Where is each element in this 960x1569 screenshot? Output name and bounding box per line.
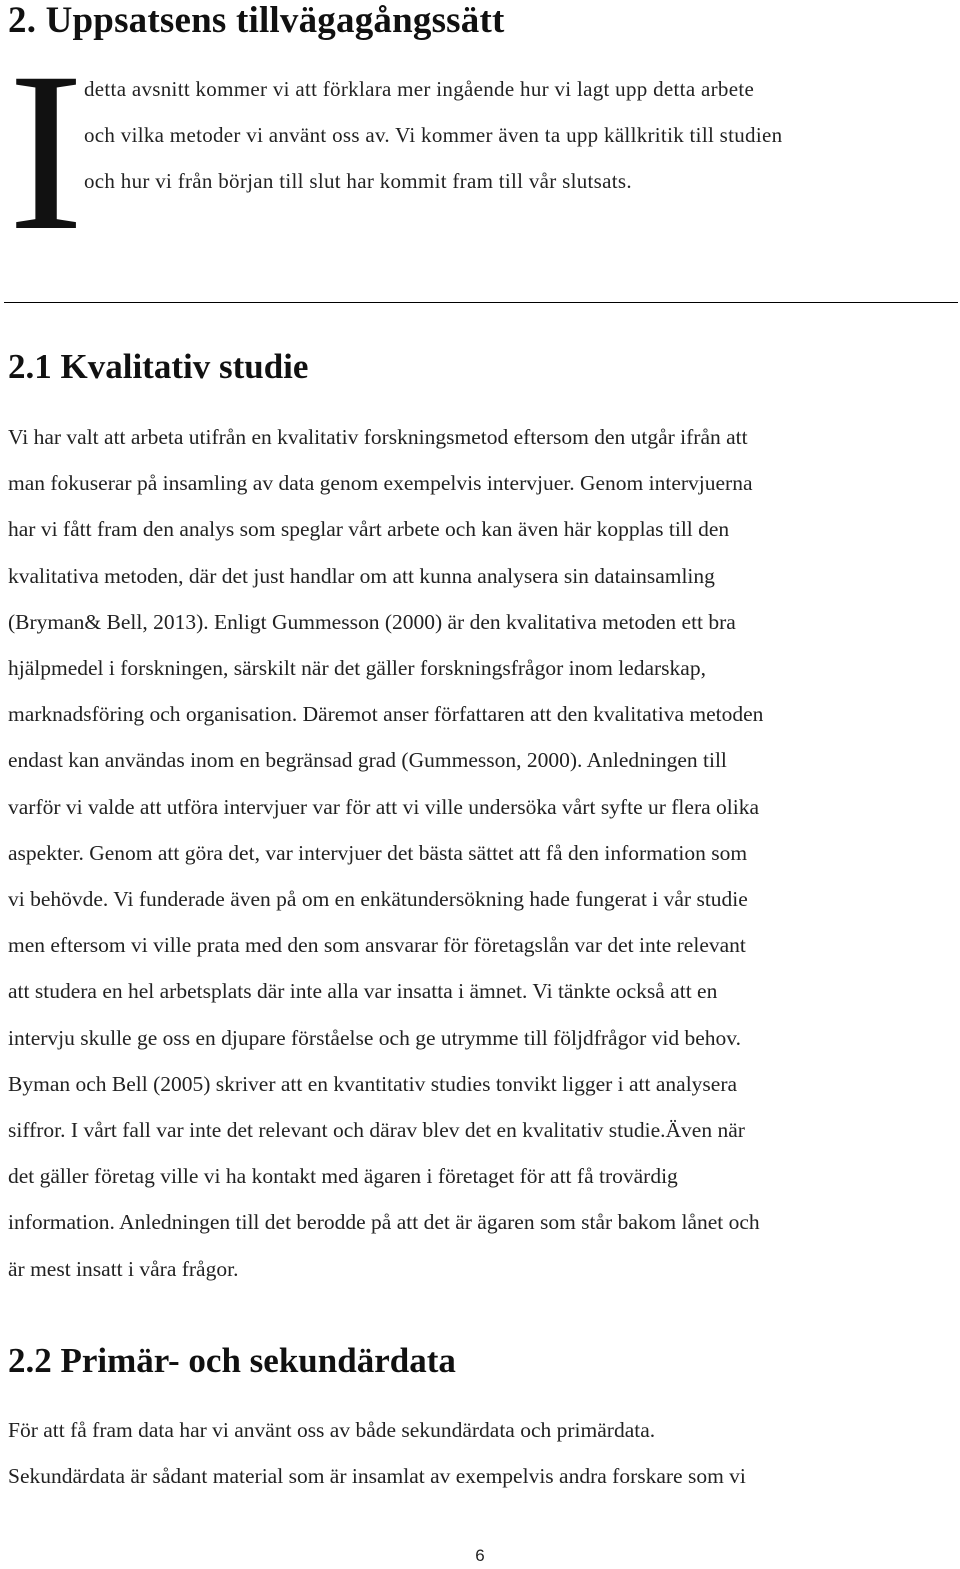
section-2-2-body (8, 1407, 956, 1499)
body-line: att studera en hel arbetsplats där inte alla var insatta i ämnet. Vi tänkte också att en (8, 979, 718, 1004)
body-line: Vi har valt att arbeta utifrån en kvalitativ forskningsmetod eftersom den utgår ifrån att (8, 425, 748, 449)
body-line: Sekundärdata är sådant material som är insamlat av exempelvis andra forskare som vi (8, 1464, 746, 1489)
section-2-1-body (8, 414, 956, 1292)
chapter-heading: 2. Uppsatsens tillvägagångssätt (8, 0, 505, 41)
body-line: man fokuserar på insamling av data genom exempelvis intervjuer. Genom intervjuerna (8, 471, 753, 496)
body-line: (Bryman& Bell, 2013). Enligt Gummesson (2000) är den kvalitativa metoden ett bra (8, 609, 736, 634)
body-line: aspekter. Genom att göra det, var intervjuer det bästa sättet att få den information som (8, 840, 748, 865)
body-line: endast kan användas inom en begränsad grad (Gummesson, 2000). Anledningen till (8, 748, 727, 773)
section-heading-2-2: 2.2 Primär- och sekundärdata (8, 1341, 456, 1380)
intro-line: och hur vi från början till slut har kommit fram till vår slutsats. (84, 169, 632, 193)
body-line: siffror. I vårt fall var inte det relevant och därav blev det en kvalitativ studie.Även när (8, 1118, 745, 1143)
intro-paragraph (84, 66, 954, 204)
body-line: För att få fram data har vi använt oss av både sekundärdata och primärdata. (8, 1418, 656, 1442)
body-line: kvalitativa metoden, där det just handlar om att kunna analysera sin datainsamling (8, 563, 715, 588)
body-line: men eftersom vi ville prata med den som ansvarar för företagslån var det inte relevant (8, 933, 746, 958)
body-line: det gäller företag ville vi ha kontakt med ägaren i företaget för att få trovärdig (8, 1164, 678, 1189)
page-number: 6 (475, 1546, 485, 1565)
body-line: har vi fått fram den analys som speglar vårt arbete och kan även här kopplas till den (8, 517, 730, 542)
body-line: information. Anledningen till det berodde på att det är ägaren som står bakom lånet och (8, 1210, 760, 1235)
body-line: intervju skulle ge oss en djupare förståelse och ge utrymme till följdfrågor vid behov. (8, 1025, 741, 1050)
body-line: är mest insatt i våra frågor. (8, 1256, 239, 1281)
drop-cap: I (8, 26, 84, 278)
section-heading-2-1: 2.1 Kvalitativ studie (8, 347, 309, 386)
body-line: Byman och Bell (2005) skriver att en kvantitativ studies tonvikt ligger i att analysera (8, 1071, 738, 1096)
body-line: hjälpmedel i forskningen, särskilt när det gäller forskningsfrågor inom ledarskap, (8, 656, 706, 681)
body-line: vi behövde. Vi funderade även på om en enkätundersökning hade fungerat i vår studie (8, 887, 748, 912)
intro-line: och vilka metoder vi använt oss av. Vi kommer även ta upp källkritik till studien (84, 123, 783, 147)
intro-line: detta avsnitt kommer vi att förklara mer ingående hur vi lagt upp detta arbete (84, 77, 755, 101)
body-line: marknadsföring och organisation. Däremot anser författaren att den kvalitativa metoden (8, 702, 764, 727)
body-line: varför vi valde att utföra intervjuer var för att vi ville undersöka vårt syfte ur flera olika (8, 794, 760, 819)
section-divider (4, 302, 958, 303)
